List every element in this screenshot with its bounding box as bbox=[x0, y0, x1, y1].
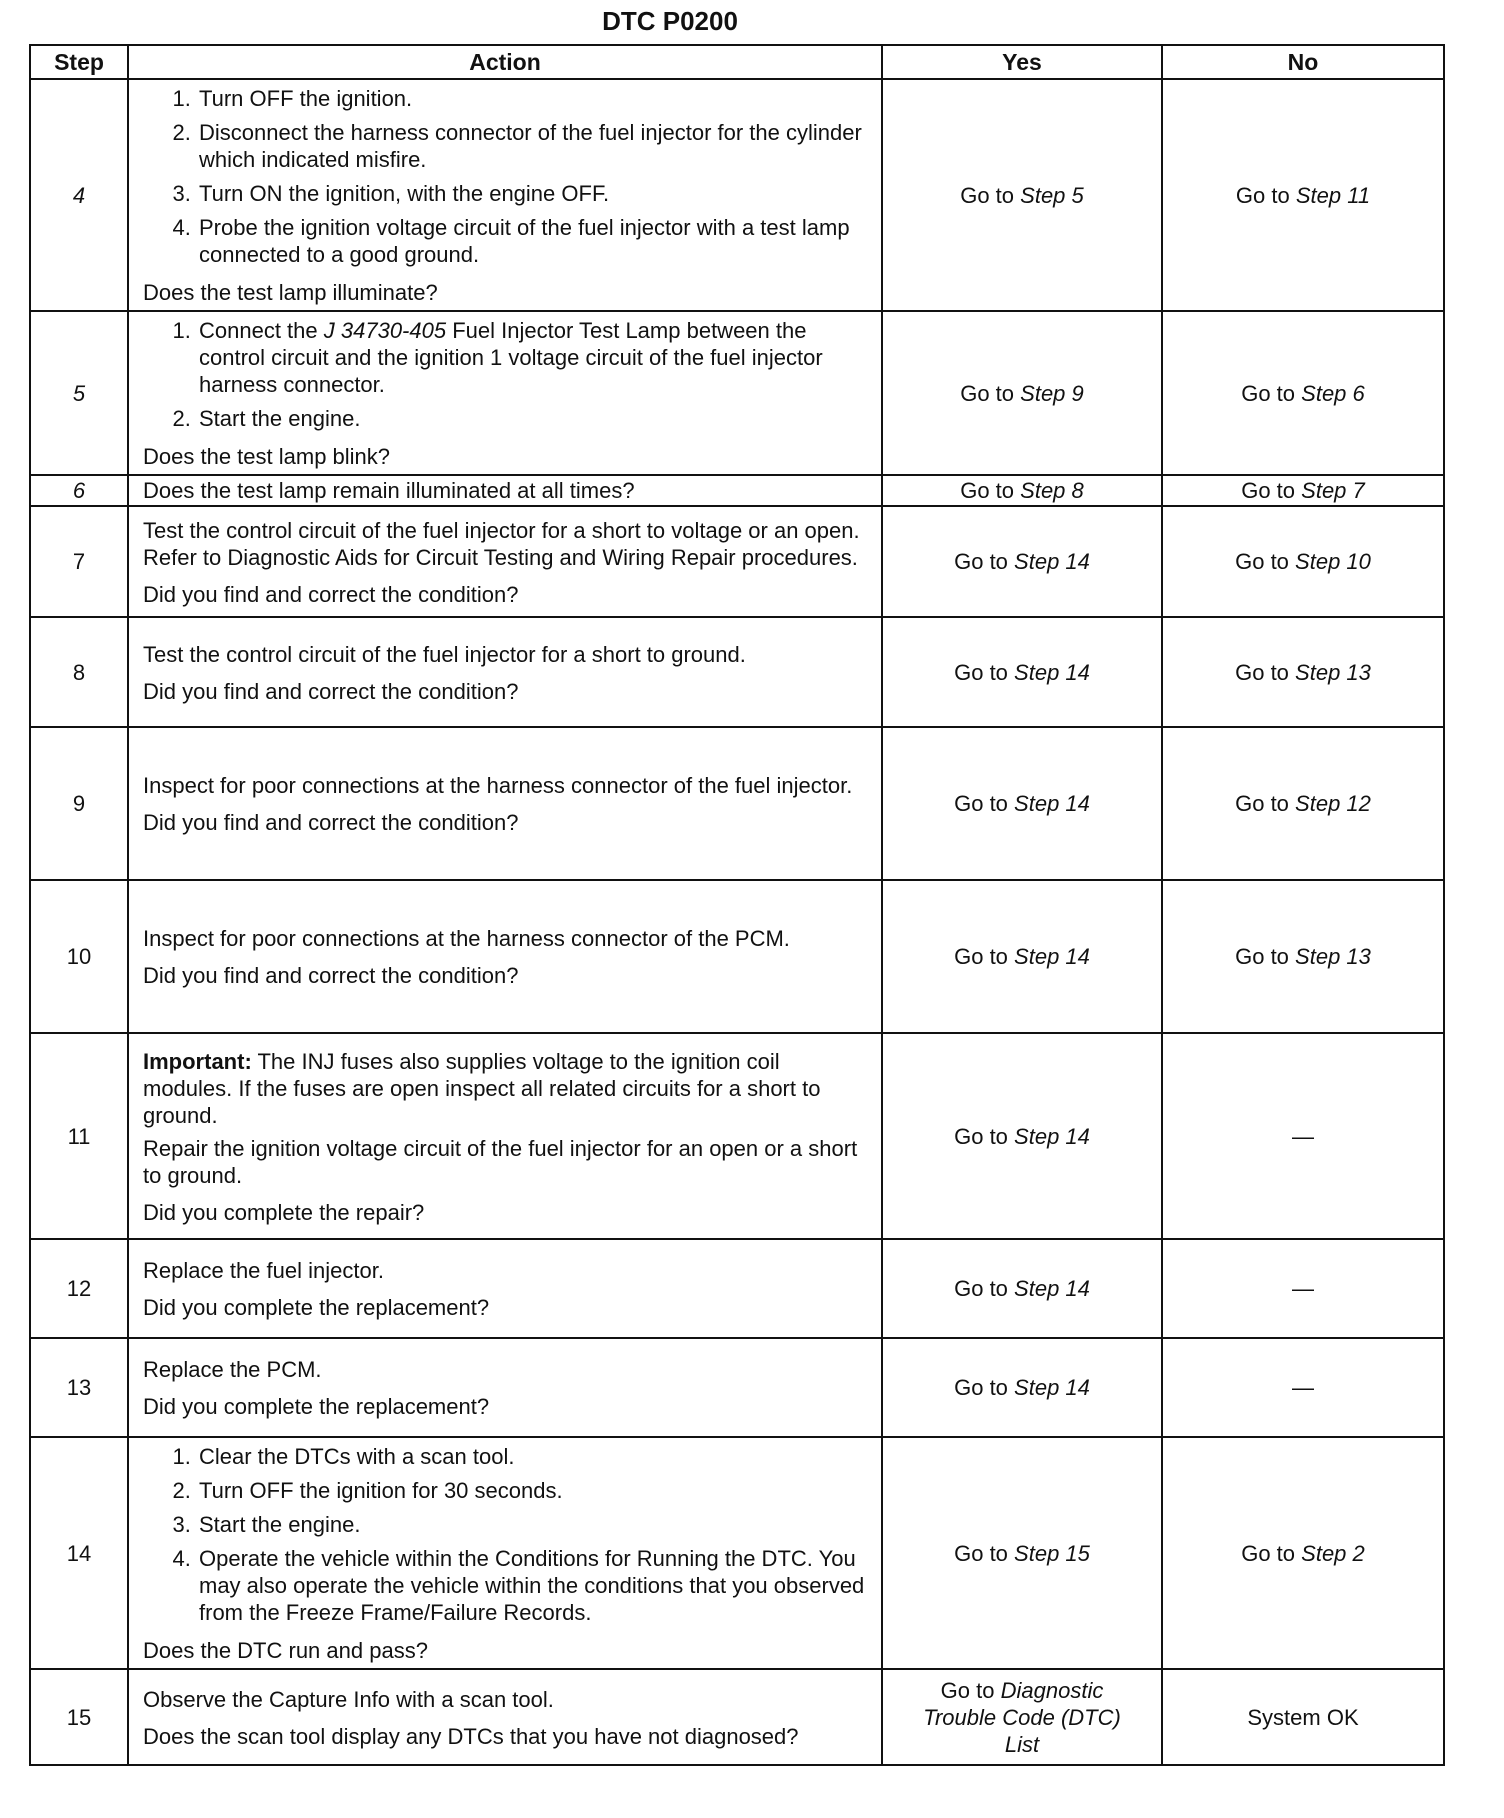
yes-link[interactable]: Go to Step 14 bbox=[954, 1123, 1090, 1149]
list-item: 2. Turn OFF the ignition for 30 seconds. bbox=[197, 1477, 867, 1504]
action-text: Test the control circuit of the fuel injector for a short to ground. bbox=[143, 641, 746, 667]
action-text: Repair the ignition voltage circuit of the fuel injector for an open or a short to ground. bbox=[143, 1135, 858, 1188]
table-row bbox=[30, 1033, 1444, 1239]
table-row bbox=[30, 727, 1444, 880]
no-cell bbox=[1162, 475, 1444, 506]
table-row bbox=[30, 311, 1444, 475]
list-item: 2. Disconnect the harness connector of the fuel injector for the cylinder which indicated misfire. bbox=[197, 119, 867, 173]
table-row bbox=[30, 1338, 1444, 1437]
list-item: 4. Probe the ignition voltage circuit of the fuel injector with a test lamp connected to a good ground. bbox=[197, 214, 867, 268]
table-row bbox=[30, 506, 1444, 617]
important-note: Important: The INJ fuses also supplies voltage to the ignition coil modules. If the fuses are open inspect all related circuits for a short to ground. bbox=[143, 1048, 821, 1128]
question-text: Did you find and correct the condition? bbox=[143, 678, 519, 704]
no-cell bbox=[1162, 1338, 1444, 1437]
question-text: Did you find and correct the condition? bbox=[143, 581, 519, 607]
table-row bbox=[30, 79, 1444, 311]
yes-cell bbox=[882, 1338, 1162, 1437]
no-cell bbox=[1162, 506, 1444, 617]
action-cell bbox=[128, 1239, 882, 1338]
list-item: 3. Turn ON the ignition, with the engine OFF. bbox=[197, 180, 867, 207]
yes-link[interactable]: Go to Step 14 bbox=[954, 549, 1090, 574]
no-cell bbox=[1162, 311, 1444, 475]
no-cell bbox=[1162, 617, 1444, 727]
no-link[interactable]: Go to Step 10 bbox=[1235, 549, 1371, 574]
action-cell bbox=[128, 506, 882, 617]
action-cell bbox=[128, 311, 882, 475]
no-cell bbox=[1162, 1033, 1444, 1239]
no-link[interactable]: Go to Step 2 bbox=[1241, 1540, 1365, 1566]
list-item: 4. Operate the vehicle within the Conditions for Running the DTC. You may also operate the vehicle within the conditions that you observed from the Freeze Frame/Failure Records. bbox=[197, 1545, 867, 1626]
action-cell bbox=[128, 1437, 882, 1669]
action-cell bbox=[128, 617, 882, 727]
step-number: 7 bbox=[30, 506, 128, 617]
list-item: 1. Clear the DTCs with a scan tool. bbox=[197, 1443, 867, 1470]
yes-cell bbox=[882, 1437, 1162, 1669]
yes-link[interactable]: Go to Step 8 bbox=[960, 478, 1084, 503]
table-row bbox=[30, 617, 1444, 727]
yes-cell bbox=[882, 617, 1162, 727]
question-text: Did you complete the replacement? bbox=[143, 1295, 490, 1320]
header-action: Action bbox=[128, 45, 882, 79]
no-cell bbox=[1162, 1239, 1444, 1338]
no-link[interactable]: Go to Step 6 bbox=[1241, 380, 1365, 406]
action-text: Replace the PCM. bbox=[143, 1357, 322, 1382]
action-steps bbox=[143, 1443, 867, 1633]
action-text: Test the control circuit of the fuel injector for a short to voltage or an open. Refer to Diagnostic Aids for Circuit Testing and Wiring Repair procedures. bbox=[143, 517, 860, 570]
action-cell bbox=[128, 475, 882, 506]
no-cell bbox=[1162, 79, 1444, 311]
no-dash: — bbox=[1292, 1123, 1314, 1149]
header-no: No bbox=[1162, 45, 1444, 79]
action-cell bbox=[128, 1033, 882, 1239]
action-text: Observe the Capture Info with a scan tool. bbox=[143, 1686, 554, 1712]
question-text: Did you complete the replacement? bbox=[143, 1394, 490, 1419]
question-text: Did you find and correct the condition? bbox=[143, 810, 519, 835]
step-number: 9 bbox=[30, 727, 128, 880]
step-number: 11 bbox=[30, 1033, 128, 1239]
yes-cell bbox=[882, 1033, 1162, 1239]
no-cell bbox=[1162, 880, 1444, 1033]
step-number: 12 bbox=[30, 1239, 128, 1338]
tool-number: J 34730-405 bbox=[323, 318, 447, 343]
yes-cell bbox=[882, 880, 1162, 1033]
action-text: Inspect for poor connections at the harness connector of the fuel injector. bbox=[143, 773, 853, 798]
step-number: 14 bbox=[30, 1437, 128, 1669]
list-item: 1. Turn OFF the ignition. bbox=[197, 85, 867, 112]
yes-link[interactable]: Go to Step 9 bbox=[960, 380, 1084, 406]
step-number: 10 bbox=[30, 880, 128, 1033]
header-step: Step bbox=[30, 45, 128, 79]
table-row bbox=[30, 880, 1444, 1033]
no-dash: — bbox=[1292, 1375, 1314, 1400]
step-number: 4 bbox=[30, 79, 128, 311]
header-yes: Yes bbox=[882, 45, 1162, 79]
no-link[interactable]: Go to Step 7 bbox=[1241, 478, 1365, 503]
table-row bbox=[30, 1437, 1444, 1669]
question-text: Does the test lamp blink? bbox=[143, 444, 391, 469]
table-header-row bbox=[30, 45, 1444, 79]
list-item: 1. Connect the J 34730-405 Fuel Injector Test Lamp between the control circuit and the ignition 1 voltage circuit of the fuel injector harness connector. bbox=[197, 317, 867, 398]
action-cell bbox=[128, 1338, 882, 1437]
yes-cell bbox=[882, 311, 1162, 475]
yes-link[interactable]: Go to Step 5 bbox=[960, 182, 1084, 208]
list-item: 3. Start the engine. bbox=[197, 1511, 867, 1538]
yes-link[interactable]: Go to Diagnostic Trouble Code (DTC) List bbox=[923, 1677, 1121, 1757]
table-row bbox=[30, 475, 1444, 506]
yes-link[interactable]: Go to Step 15 bbox=[954, 1540, 1090, 1566]
yes-link[interactable]: Go to Step 14 bbox=[954, 659, 1090, 685]
yes-cell bbox=[882, 79, 1162, 311]
yes-cell bbox=[882, 1669, 1162, 1765]
action-cell bbox=[128, 79, 882, 311]
action-cell bbox=[128, 1669, 882, 1765]
yes-cell bbox=[882, 506, 1162, 617]
no-cell bbox=[1162, 1669, 1444, 1765]
yes-cell bbox=[882, 727, 1162, 880]
important-label: Important: bbox=[143, 1048, 252, 1074]
yes-link[interactable]: Go to Step 14 bbox=[954, 791, 1090, 816]
table-row bbox=[30, 1239, 1444, 1338]
question-text: Did you complete the repair? bbox=[143, 1199, 425, 1225]
system-ok-text: System OK bbox=[1247, 1704, 1359, 1730]
step-number: 8 bbox=[30, 617, 128, 727]
step-number: 5 bbox=[30, 311, 128, 475]
step-number: 13 bbox=[30, 1338, 128, 1437]
yes-cell bbox=[882, 1239, 1162, 1338]
action-text: Replace the fuel injector. bbox=[143, 1258, 384, 1283]
no-dash: — bbox=[1292, 1276, 1314, 1301]
action-steps bbox=[143, 317, 867, 439]
yes-link[interactable]: Go to Step 14 bbox=[954, 1276, 1090, 1301]
no-link[interactable]: Go to Step 12 bbox=[1235, 791, 1371, 816]
action-cell bbox=[128, 727, 882, 880]
no-cell bbox=[1162, 727, 1444, 880]
no-cell bbox=[1162, 1437, 1444, 1669]
question-text: Does the test lamp illuminate? bbox=[143, 280, 438, 305]
diagnostic-table bbox=[29, 44, 1445, 1766]
yes-cell bbox=[882, 475, 1162, 506]
question-text: Does the test lamp remain illuminated at all times? bbox=[143, 478, 635, 503]
step-number: 6 bbox=[30, 475, 128, 506]
yes-link[interactable]: Go to Step 14 bbox=[954, 1375, 1090, 1400]
no-link[interactable]: Go to Step 13 bbox=[1235, 659, 1371, 685]
step-number: 15 bbox=[30, 1669, 128, 1765]
no-link[interactable]: Go to Step 13 bbox=[1235, 944, 1371, 969]
action-cell bbox=[128, 880, 882, 1033]
question-text: Does the DTC run and pass? bbox=[143, 1638, 428, 1663]
action-steps bbox=[143, 85, 867, 275]
yes-link[interactable]: Go to Step 14 bbox=[954, 944, 1090, 969]
question-text: Does the scan tool display any DTCs that you have not diagnosed? bbox=[143, 1723, 799, 1749]
table-row bbox=[30, 1669, 1444, 1765]
page-title: DTC P0200 bbox=[602, 6, 738, 36]
question-text: Did you find and correct the condition? bbox=[143, 963, 519, 988]
action-text: Inspect for poor connections at the harness connector of the PCM. bbox=[143, 926, 790, 951]
list-item: 2. Start the engine. bbox=[197, 405, 867, 432]
no-link[interactable]: Go to Step 11 bbox=[1235, 182, 1371, 208]
